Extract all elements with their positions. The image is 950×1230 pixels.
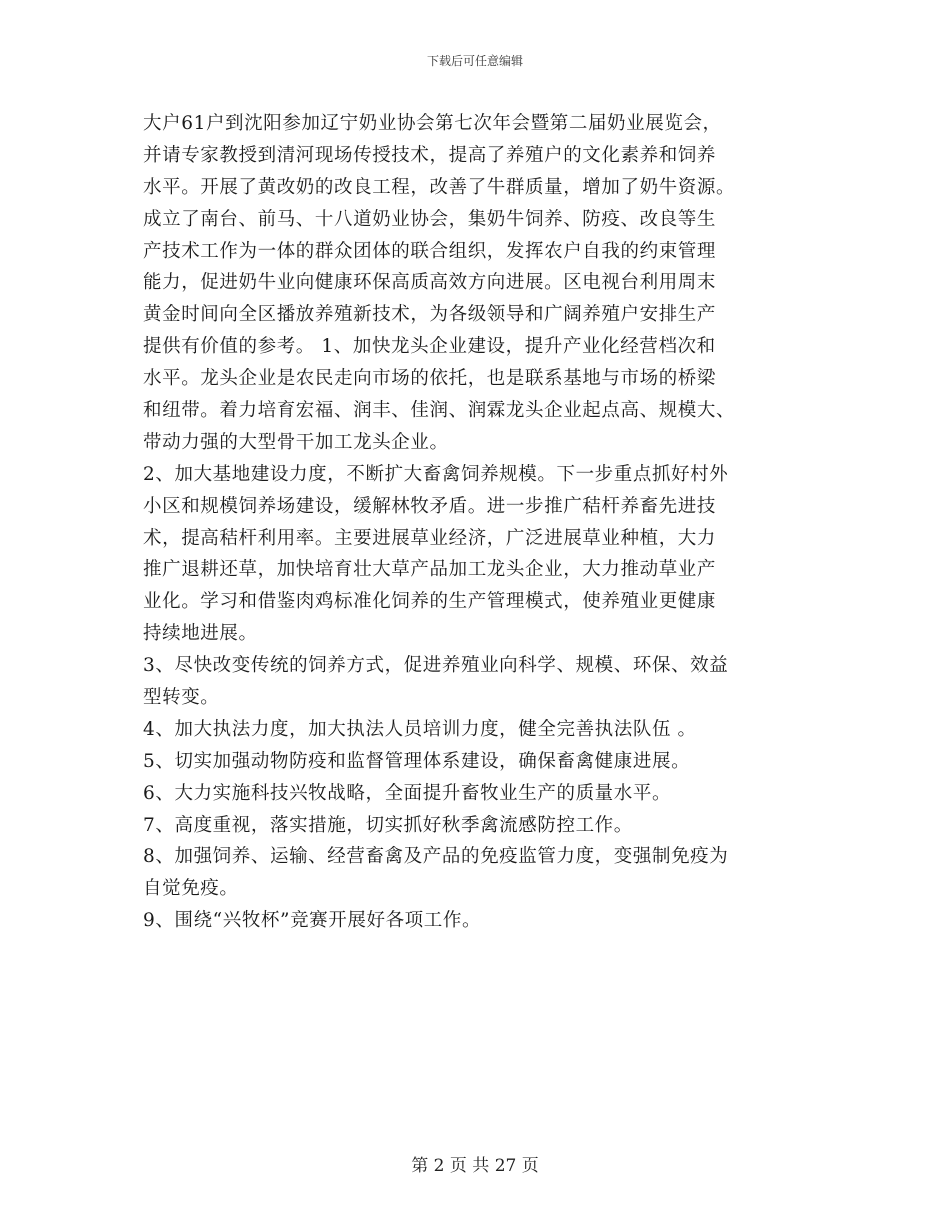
text-line: 产技术工作为一体的群众团体的联合组织，发挥农户自我的约束管理 (143, 240, 717, 262)
text-line: 7、高度重视，落实措施，切实抓好秋季禽流感防控工作。 (143, 814, 633, 836)
text-line: 型转变。 (143, 687, 220, 709)
text-line: 6、大力实施科技兴牧战略，全面提升畜牧业生产的质量水平。 (143, 782, 672, 804)
text-line: 3、尽快改变传统的饲养方式，促进养殖业向科学、规模、环保、效益 (143, 655, 729, 677)
text-line: 带动力强的大型骨干加工龙头企业。 (143, 431, 449, 453)
text-line: 大户61户到沈阳参加辽宁奶业协会第七次年会暨第二届奶业展览会， (143, 113, 722, 134)
page-header: 下载后可任意编辑 (426, 54, 523, 68)
text-line: 8、加强饲养、运输、经营畜禽及产品的免疫监管力度，变强制免疫为 (143, 846, 729, 868)
page-number-footer: 第 2 页 共 27 页 (411, 1156, 539, 1176)
text-line: 提供有价值的参考。 1、加快龙头企业建设，提升产业化经营档次和 (143, 336, 716, 358)
text-line: 2、加大基地建设力度，不断扩大畜禽饲养规模。下一步重点抓好村外 (143, 463, 729, 485)
text-line: 自觉免疫。 (143, 878, 239, 900)
text-line: 成立了南台、前马、十八道奶业协会，集奶牛饲养、防疫、改良等生 (143, 208, 717, 230)
text-line: 并请专家教授到清河现场传授技术，提高了养殖户的文化素养和饲养 (143, 144, 717, 166)
text-line: 4、加大执法力度，加大执法人员培训力度，健全完善执法队伍 。 (143, 718, 697, 740)
text-line: 推广退耕还草，加快培育壮大草产品加工龙头企业，大力推动草业产 (143, 559, 717, 581)
text-line: 水平。龙头企业是农民走向市场的依托，也是联系基地与市场的桥梁 (143, 368, 717, 390)
text-line: 术，提高秸杆利用率。主要进展草业经济，广泛进展草业种植，大力 (143, 527, 717, 549)
text-line: 能力，促进奶牛业向健康环保高质高效方向进展。区电视台利用周末 (143, 272, 717, 294)
text-line: 黄金时间向全区播放养殖新技术，为各级领导和广阔养殖户安排生产 (143, 304, 717, 326)
text-line: 持续地进展。 (143, 623, 258, 645)
document-body (143, 108, 813, 937)
text-line: 和纽带。着力培育宏福、润丰、佳润、润霖龙头企业起点高、规模大、 (143, 400, 736, 422)
text-line: 9、围绕“兴牧杯”竞赛开展好各项工作。 (143, 910, 482, 932)
text-line: 小区和规模饲养场建设，缓解林牧矛盾。进一步推广秸杆养畜先进技 (143, 495, 717, 517)
text-line: 5、切实加强动物防疫和监督管理体系建设，确保畜禽健康进展。 (143, 750, 691, 772)
text-line: 业化。学习和借鉴肉鸡标准化饲养的生产管理模式，使养殖业更健康 (143, 591, 717, 613)
text-line: 水平。开展了黄改奶的改良工程，改善了牛群质量，增加了奶牛资源。 (143, 176, 736, 198)
